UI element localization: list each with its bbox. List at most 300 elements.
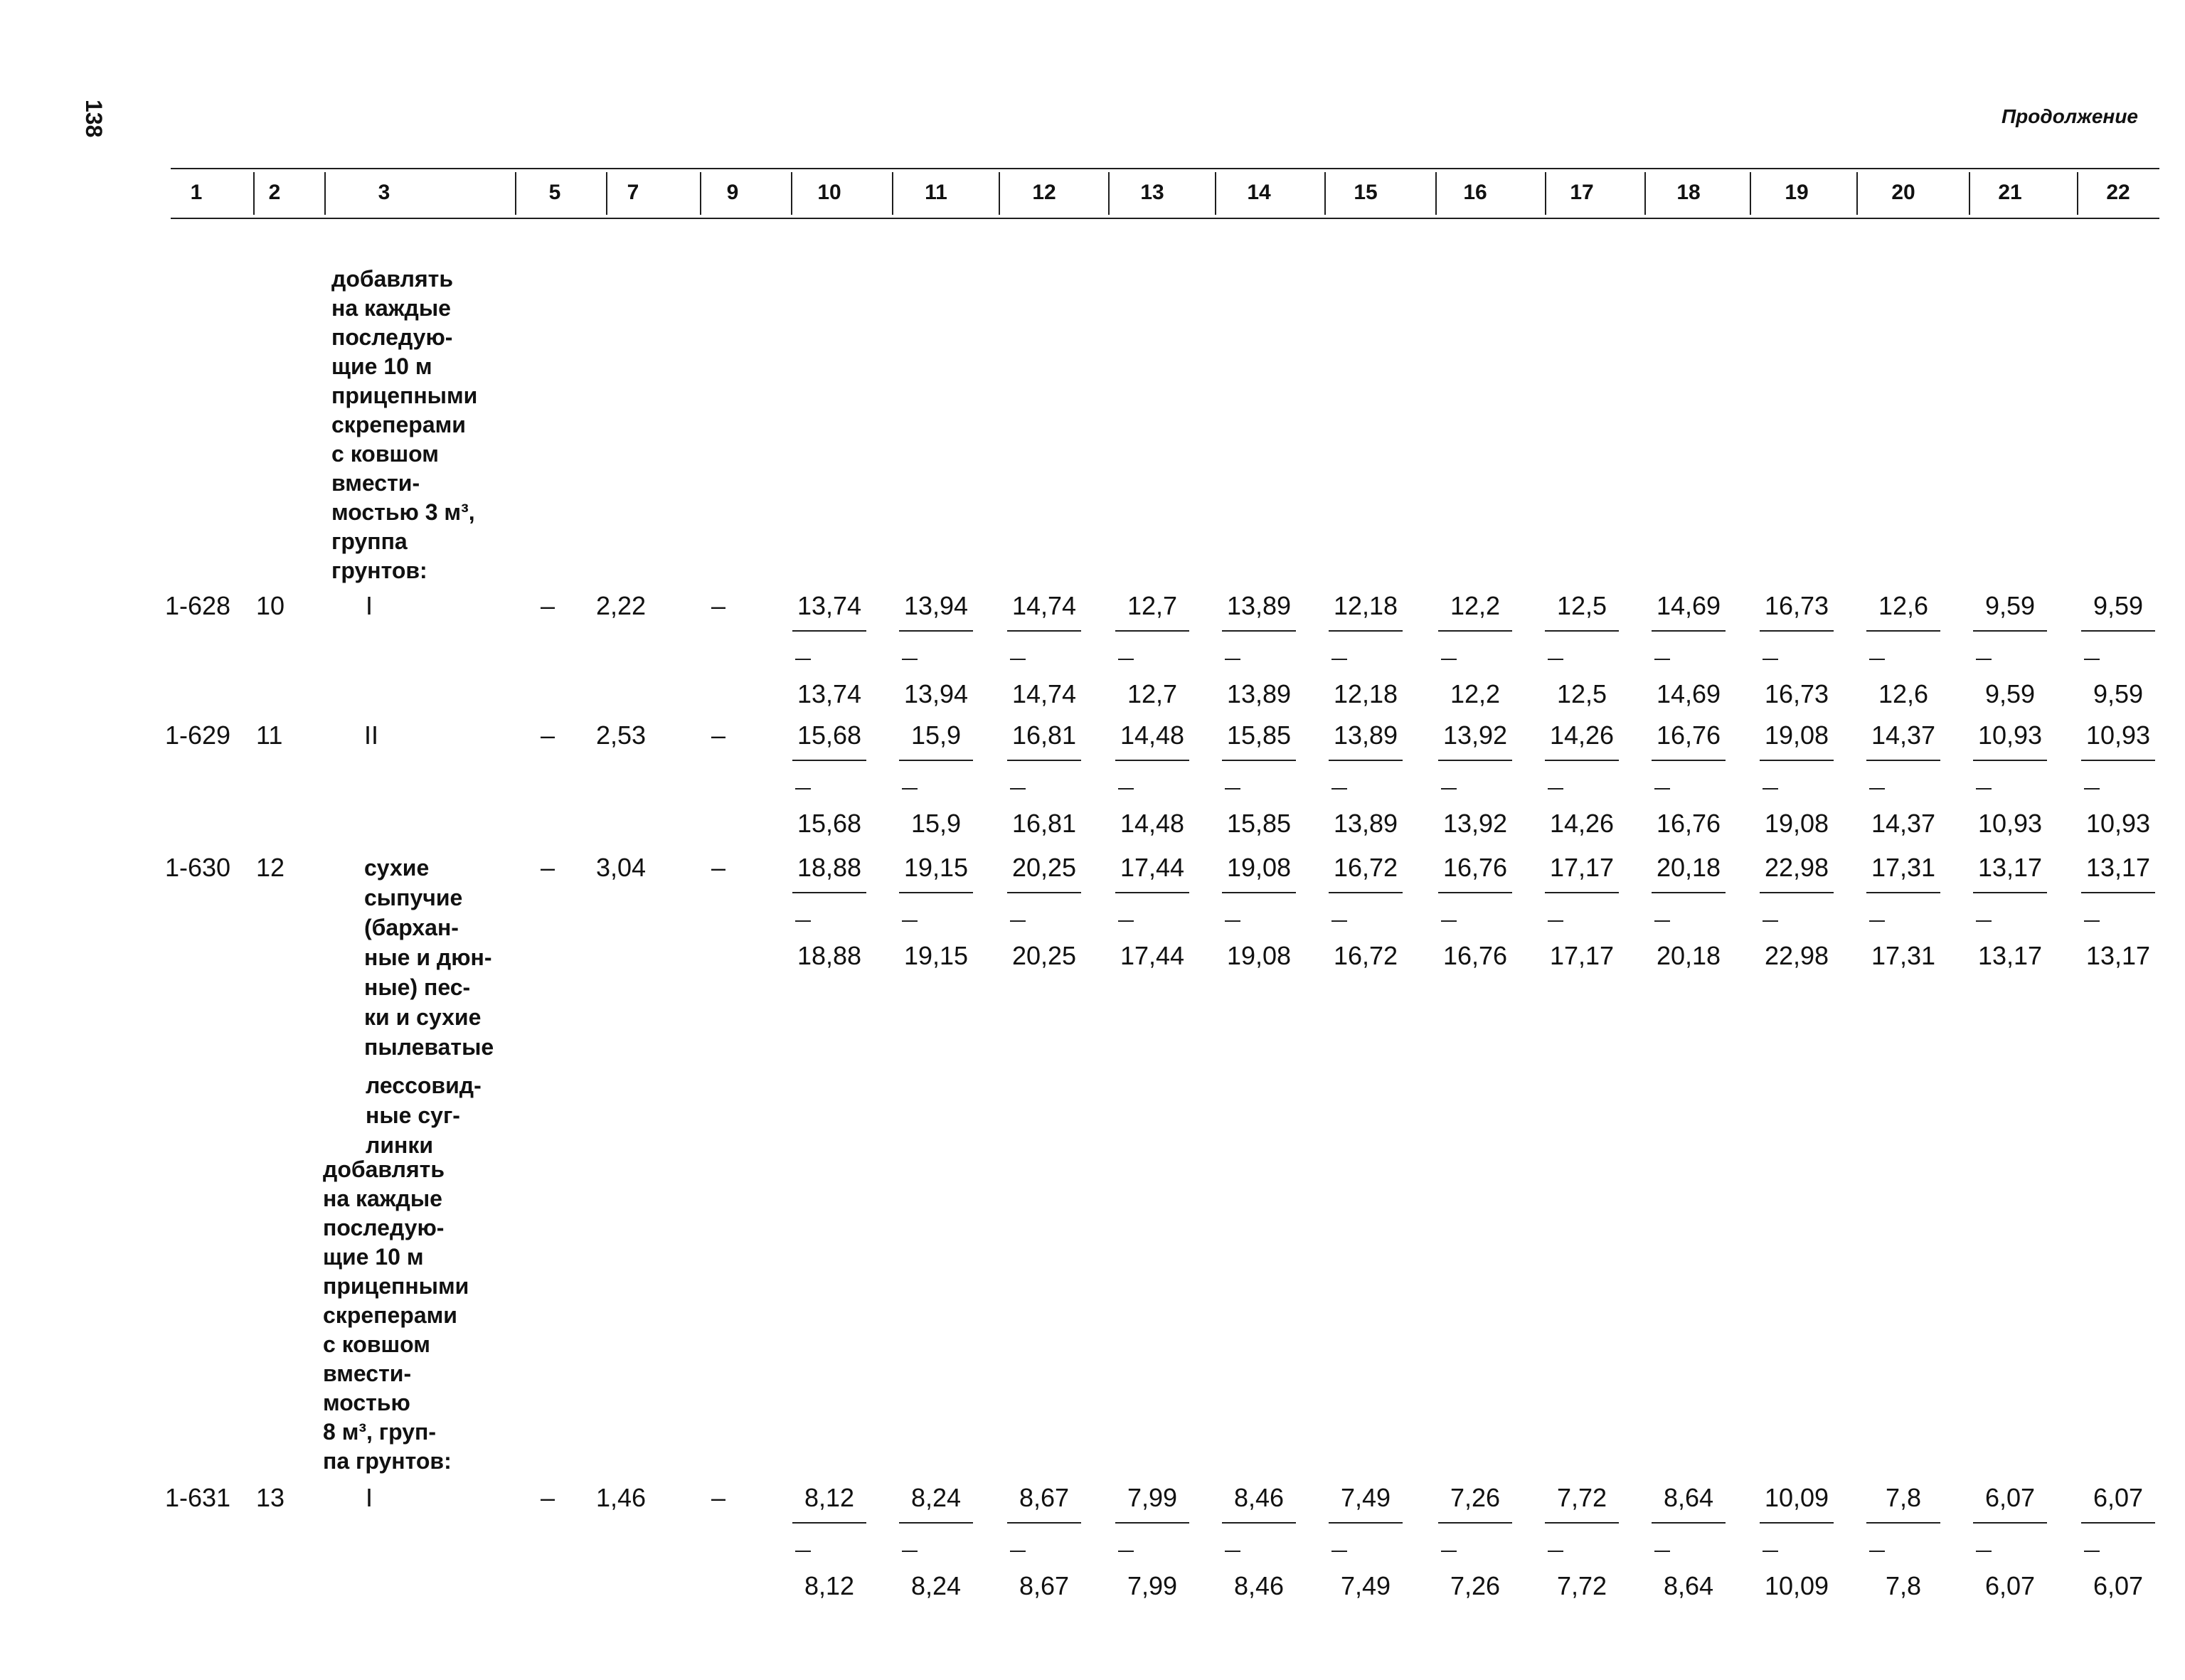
value-denominator: 7,8	[1885, 1571, 1922, 1600]
dash-mark	[795, 788, 811, 790]
fraction-bar	[2081, 1522, 2155, 1524]
value-numerator: 22,98	[1764, 853, 1829, 882]
column-header-5: 5	[548, 181, 561, 204]
fraction-bar	[1222, 1522, 1296, 1524]
fraction-bar	[1545, 1522, 1619, 1524]
dash-mark	[1118, 920, 1134, 922]
fraction-bar	[1115, 760, 1189, 761]
row-number: 12	[256, 853, 285, 882]
column-divider	[2077, 172, 2078, 215]
fraction-bar	[899, 892, 973, 893]
dash-mark	[1441, 659, 1457, 660]
value-denominator: 20,18	[1656, 941, 1721, 970]
description-line: щие 10 м	[331, 353, 432, 379]
value-numerator: 7,49	[1340, 1483, 1391, 1512]
value-numerator: 7,26	[1450, 1483, 1501, 1512]
description-line: с ковшом	[323, 1331, 430, 1357]
column-header-9: 9	[726, 181, 739, 204]
description-line: прицепными	[323, 1273, 469, 1299]
value-numerator: 9,59	[1984, 591, 2036, 620]
value-numerator: 20,25	[1011, 853, 1077, 882]
column-header-13: 13	[1140, 181, 1164, 204]
value-numerator: 12,7	[1127, 591, 1178, 620]
soil-description-line: ные) пес-	[364, 974, 471, 1000]
column-divider	[1324, 172, 1326, 215]
value-denominator: 14,37	[1871, 809, 1936, 838]
value-denominator: 16,81	[1011, 809, 1077, 838]
column-header-2: 2	[268, 181, 281, 204]
value-denominator: 9,59	[1984, 679, 2036, 708]
value-denominator: 13,17	[1977, 941, 2043, 970]
value-numerator: 14,74	[1011, 591, 1077, 620]
description-line: щие 10 м	[323, 1244, 424, 1270]
column-header-15: 15	[1354, 181, 1378, 204]
row-code: 1-628	[165, 591, 231, 620]
value-denominator: 17,44	[1120, 941, 1185, 970]
row-code: 1-631	[165, 1483, 231, 1512]
dash-mark	[1225, 659, 1240, 660]
value-numerator: 13,89	[1333, 721, 1398, 750]
fraction-bar	[1652, 630, 1726, 632]
column-divider	[1435, 172, 1437, 215]
value-numerator: 10,93	[1977, 721, 2043, 750]
value-numerator: 14,37	[1871, 721, 1936, 750]
description-line: добавлять	[323, 1157, 445, 1182]
dash-mark	[795, 1551, 811, 1552]
value-numerator: 8,67	[1019, 1483, 1070, 1512]
cell-col-7: 2,53	[596, 721, 647, 750]
value-numerator: 12,2	[1450, 591, 1501, 620]
fraction-bar	[1222, 630, 1296, 632]
description-line: последую-	[323, 1215, 445, 1240]
column-divider	[1215, 172, 1216, 215]
fraction-bar	[1760, 630, 1834, 632]
fraction-bar	[792, 892, 866, 893]
value-denominator: 6,07	[2093, 1571, 2144, 1600]
description-line: добавлять	[331, 266, 454, 292]
dash-mark	[1763, 920, 1778, 922]
dash-mark	[1654, 659, 1670, 660]
column-divider	[1969, 172, 1970, 215]
value-numerator: 7,72	[1556, 1483, 1607, 1512]
value-denominator: 13,17	[2085, 941, 2151, 970]
value-numerator: 16,76	[1656, 721, 1721, 750]
value-denominator: 7,99	[1127, 1571, 1178, 1600]
row-code: 1-630	[165, 853, 231, 882]
fraction-bar	[1329, 1522, 1403, 1524]
dash-mark	[1118, 659, 1134, 660]
value-numerator: 10,93	[2085, 721, 2151, 750]
dash-mark	[1331, 659, 1347, 660]
value-denominator: 10,09	[1764, 1571, 1829, 1600]
value-denominator: 7,72	[1556, 1571, 1607, 1600]
cell-col-5: –	[541, 721, 555, 750]
fraction-bar	[1973, 760, 2047, 761]
value-denominator: 12,7	[1127, 679, 1178, 708]
dash-mark	[1763, 788, 1778, 790]
value-numerator: 16,73	[1764, 591, 1829, 620]
value-numerator: 17,17	[1549, 853, 1615, 882]
column-divider	[324, 172, 326, 215]
value-numerator: 13,17	[2085, 853, 2151, 882]
soil-description-line: линки	[366, 1132, 434, 1158]
value-denominator: 8,64	[1663, 1571, 1714, 1600]
fraction-bar	[1438, 892, 1512, 893]
value-denominator: 8,67	[1019, 1571, 1070, 1600]
header-bottom-rule	[171, 218, 2159, 219]
dash-mark	[1654, 788, 1670, 790]
value-denominator: 15,9	[910, 809, 962, 838]
dash-mark	[1118, 788, 1134, 790]
value-numerator: 8,46	[1233, 1483, 1285, 1512]
column-divider	[1644, 172, 1646, 215]
column-divider	[892, 172, 893, 215]
fraction-bar	[1438, 630, 1512, 632]
dash-mark	[1548, 1551, 1563, 1552]
column-divider	[1545, 172, 1546, 215]
value-denominator: 14,74	[1011, 679, 1077, 708]
dash-mark	[795, 659, 811, 660]
value-denominator: 19,15	[903, 941, 969, 970]
cell-col-9: –	[711, 721, 726, 750]
column-divider	[1108, 172, 1110, 215]
value-denominator: 10,93	[2085, 809, 2151, 838]
dash-mark	[1763, 659, 1778, 660]
value-numerator: 19,08	[1226, 853, 1292, 882]
value-numerator: 8,64	[1663, 1483, 1714, 1512]
value-numerator: 16,76	[1442, 853, 1508, 882]
description-block	[323, 1155, 469, 1476]
description-line: 8 м³, груп-	[323, 1419, 437, 1445]
value-denominator: 13,89	[1226, 679, 1292, 708]
fraction-bar	[899, 1522, 973, 1524]
dash-mark	[1763, 1551, 1778, 1552]
value-denominator: 13,92	[1442, 809, 1508, 838]
fraction-bar	[1760, 892, 1834, 893]
description-line: грунтов:	[331, 558, 427, 583]
fraction-bar	[1329, 630, 1403, 632]
value-numerator: 10,09	[1764, 1483, 1829, 1512]
value-denominator: 13,94	[903, 679, 969, 708]
value-denominator: 12,6	[1878, 679, 1929, 708]
dash-mark	[1976, 1551, 1992, 1552]
value-denominator: 20,25	[1011, 941, 1077, 970]
dash-mark	[1441, 1551, 1457, 1552]
value-numerator: 15,68	[797, 721, 862, 750]
dash-mark	[902, 788, 918, 790]
column-header-19: 19	[1785, 181, 1809, 204]
dash-mark	[1331, 920, 1347, 922]
value-numerator: 6,07	[1984, 1483, 2036, 1512]
value-denominator: 17,17	[1549, 941, 1615, 970]
value-numerator: 13,92	[1442, 721, 1508, 750]
soil-group: I	[366, 1483, 373, 1512]
column-header-10: 10	[817, 181, 841, 204]
column-header-1: 1	[190, 181, 203, 204]
value-denominator: 9,59	[2093, 679, 2144, 708]
value-numerator: 9,59	[2093, 591, 2144, 620]
cell-col-9: –	[711, 853, 726, 882]
column-header-20: 20	[1891, 181, 1915, 204]
value-denominator: 16,76	[1656, 809, 1721, 838]
fraction-bar	[792, 760, 866, 761]
soil-description-line: сыпучие	[364, 885, 463, 910]
dash-mark	[902, 659, 918, 660]
column-header-7: 7	[627, 181, 639, 204]
value-numerator: 17,31	[1871, 853, 1936, 882]
value-numerator: 8,24	[910, 1483, 962, 1512]
dash-mark	[1976, 788, 1992, 790]
value-numerator: 13,17	[1977, 853, 2043, 882]
description-line: мостью 3 м³,	[331, 499, 475, 525]
fraction-bar	[1329, 892, 1403, 893]
soil-description-line: сухие	[364, 855, 430, 881]
value-denominator: 19,08	[1226, 941, 1292, 970]
column-header-14: 14	[1247, 181, 1271, 204]
value-denominator: 15,68	[797, 809, 862, 838]
fraction-bar	[1222, 760, 1296, 761]
column-header-16: 16	[1463, 181, 1487, 204]
column-header-21: 21	[1998, 181, 2022, 204]
value-numerator: 7,8	[1885, 1483, 1922, 1512]
value-numerator: 13,89	[1226, 591, 1292, 620]
dash-mark	[1118, 1551, 1134, 1552]
soil-group: I	[366, 591, 373, 620]
dash-mark	[1441, 788, 1457, 790]
dash-mark	[1869, 920, 1885, 922]
value-denominator: 12,2	[1450, 679, 1501, 708]
fraction-bar	[1973, 892, 2047, 893]
column-header-3: 3	[378, 181, 390, 204]
cell-col-5: –	[541, 591, 555, 620]
value-denominator: 8,12	[804, 1571, 855, 1600]
fraction-bar	[1866, 1522, 1940, 1524]
cell-col-7: 1,46	[596, 1483, 647, 1512]
cell-col-7: 3,04	[596, 853, 647, 882]
dash-mark	[1548, 920, 1563, 922]
description-line: прицепными	[331, 383, 478, 408]
value-numerator: 18,88	[797, 853, 862, 882]
dash-mark	[1654, 920, 1670, 922]
value-numerator: 16,72	[1333, 853, 1398, 882]
fraction-bar	[1545, 630, 1619, 632]
fraction-bar	[1007, 1522, 1081, 1524]
value-denominator: 8,24	[910, 1571, 962, 1600]
soil-description-line: ки и сухие	[364, 1004, 482, 1030]
value-denominator: 7,49	[1340, 1571, 1391, 1600]
column-header-12: 12	[1032, 181, 1056, 204]
fraction-bar	[1866, 892, 1940, 893]
column-divider	[1750, 172, 1751, 215]
column-header-18: 18	[1676, 181, 1701, 204]
description-line: вмести-	[331, 470, 420, 496]
value-numerator: 12,6	[1878, 591, 1929, 620]
soil-description-line: пылеватые	[364, 1034, 494, 1060]
fraction-bar	[899, 760, 973, 761]
fraction-bar	[1652, 1522, 1726, 1524]
value-numerator: 19,15	[903, 853, 969, 882]
description-line: скреперами	[323, 1302, 457, 1328]
value-denominator: 14,26	[1549, 809, 1615, 838]
column-header-11: 11	[925, 181, 947, 204]
column-divider	[791, 172, 792, 215]
value-denominator: 8,46	[1233, 1571, 1285, 1600]
description-line: последую-	[331, 324, 453, 350]
value-denominator: 6,07	[1984, 1571, 2036, 1600]
fraction-bar	[1545, 760, 1619, 761]
fraction-bar	[2081, 630, 2155, 632]
dash-mark	[1869, 1551, 1885, 1552]
value-numerator: 6,07	[2093, 1483, 2144, 1512]
value-numerator: 14,69	[1656, 591, 1721, 620]
column-divider	[1856, 172, 1858, 215]
value-denominator: 13,89	[1333, 809, 1398, 838]
value-denominator: 13,74	[797, 679, 862, 708]
fraction-bar	[1760, 1522, 1834, 1524]
description-line: па грунтов:	[323, 1448, 452, 1474]
row-code: 1-629	[165, 721, 231, 750]
column-header-22: 22	[2106, 181, 2130, 204]
fraction-bar	[1760, 760, 1834, 761]
fraction-bar	[1329, 760, 1403, 761]
value-denominator: 19,08	[1764, 809, 1829, 838]
fraction-bar	[1222, 892, 1296, 893]
fraction-bar	[1545, 892, 1619, 893]
soil-description-line: ные и дюн-	[364, 945, 492, 970]
dash-mark	[1548, 788, 1563, 790]
row-number: 13	[256, 1483, 285, 1512]
description-line: группа	[331, 528, 408, 554]
fraction-bar	[1652, 892, 1726, 893]
value-denominator: 17,31	[1871, 941, 1936, 970]
value-denominator: 22,98	[1764, 941, 1829, 970]
dash-mark	[1441, 920, 1457, 922]
fraction-bar	[1438, 1522, 1512, 1524]
dash-mark	[2084, 920, 2100, 922]
fraction-bar	[1115, 1522, 1189, 1524]
fraction-bar	[1973, 1522, 2047, 1524]
description-line: с ковшом	[331, 441, 439, 467]
description-line: мостью	[323, 1390, 410, 1415]
fraction-bar	[1007, 630, 1081, 632]
value-denominator: 12,18	[1333, 679, 1398, 708]
header-top-rule	[171, 168, 2159, 169]
dash-mark	[1548, 659, 1563, 660]
fraction-bar	[792, 1522, 866, 1524]
dash-mark	[1869, 659, 1885, 660]
description-line: на каждые	[331, 295, 451, 321]
value-numerator: 17,44	[1120, 853, 1185, 882]
fraction-bar	[2081, 760, 2155, 761]
column-divider	[999, 172, 1000, 215]
cell-col-5: –	[541, 1483, 555, 1512]
row-number: 10	[256, 591, 285, 620]
description-line: на каждые	[323, 1186, 442, 1211]
fraction-bar	[1866, 630, 1940, 632]
cell-col-9: –	[711, 1483, 726, 1512]
dash-mark	[1010, 788, 1026, 790]
value-numerator: 19,08	[1764, 721, 1829, 750]
fraction-bar	[792, 630, 866, 632]
value-denominator: 16,73	[1764, 679, 1829, 708]
page-number: 138	[81, 100, 107, 138]
cell-col-9: –	[711, 591, 726, 620]
value-denominator: 16,72	[1333, 941, 1398, 970]
fraction-bar	[1007, 892, 1081, 893]
dash-mark	[1010, 659, 1026, 660]
column-divider	[515, 172, 516, 215]
value-numerator: 12,18	[1333, 591, 1398, 620]
fraction-bar	[1438, 760, 1512, 761]
dash-mark	[2084, 788, 2100, 790]
fraction-bar	[899, 630, 973, 632]
dash-mark	[1010, 920, 1026, 922]
dash-mark	[1225, 788, 1240, 790]
dash-mark	[1225, 920, 1240, 922]
value-numerator: 13,74	[797, 591, 862, 620]
dash-mark	[1976, 659, 1992, 660]
soil-description-line: (бархан-	[364, 915, 459, 940]
dash-mark	[1654, 1551, 1670, 1552]
value-denominator: 14,48	[1120, 809, 1185, 838]
value-numerator: 14,26	[1549, 721, 1615, 750]
fraction-bar	[1652, 760, 1726, 761]
soil-description-line: лессовид-	[366, 1073, 482, 1098]
cell-col-5: –	[541, 853, 555, 882]
dash-mark	[795, 920, 811, 922]
dash-mark	[1225, 1551, 1240, 1552]
column-divider	[700, 172, 701, 215]
dash-mark	[1010, 1551, 1026, 1552]
row-number: 11	[256, 721, 283, 750]
value-denominator: 14,69	[1656, 679, 1721, 708]
fraction-bar	[1007, 760, 1081, 761]
fraction-bar	[2081, 892, 2155, 893]
description-line: скреперами	[331, 412, 466, 437]
description-block	[331, 265, 477, 585]
fraction-bar	[1973, 630, 2047, 632]
value-denominator: 15,85	[1226, 809, 1292, 838]
continuation-label: Продолжение	[2001, 105, 2138, 127]
cell-col-7: 2,22	[596, 591, 647, 620]
value-numerator: 14,48	[1120, 721, 1185, 750]
dash-mark	[2084, 1551, 2100, 1552]
soil-group: II	[364, 721, 379, 750]
value-numerator: 12,5	[1556, 591, 1607, 620]
dash-mark	[1869, 788, 1885, 790]
fraction-bar	[1866, 760, 1940, 761]
value-numerator: 20,18	[1656, 853, 1721, 882]
fraction-bar	[1115, 630, 1189, 632]
dash-mark	[902, 920, 918, 922]
value-denominator: 18,88	[797, 941, 862, 970]
dash-mark	[1976, 920, 1992, 922]
value-numerator: 16,81	[1011, 721, 1077, 750]
value-denominator: 16,76	[1442, 941, 1508, 970]
value-numerator: 15,85	[1226, 721, 1292, 750]
description-line: вмести-	[323, 1361, 412, 1386]
value-numerator: 7,99	[1127, 1483, 1178, 1512]
column-header-17: 17	[1570, 181, 1594, 204]
dash-mark	[2084, 659, 2100, 660]
value-numerator: 8,12	[804, 1483, 855, 1512]
fraction-bar	[1115, 892, 1189, 893]
soil-description-line: ные суг-	[366, 1102, 460, 1128]
value-denominator: 10,93	[1977, 809, 2043, 838]
dash-mark	[1331, 788, 1347, 790]
value-numerator: 15,9	[910, 721, 962, 750]
value-denominator: 7,26	[1450, 1571, 1501, 1600]
